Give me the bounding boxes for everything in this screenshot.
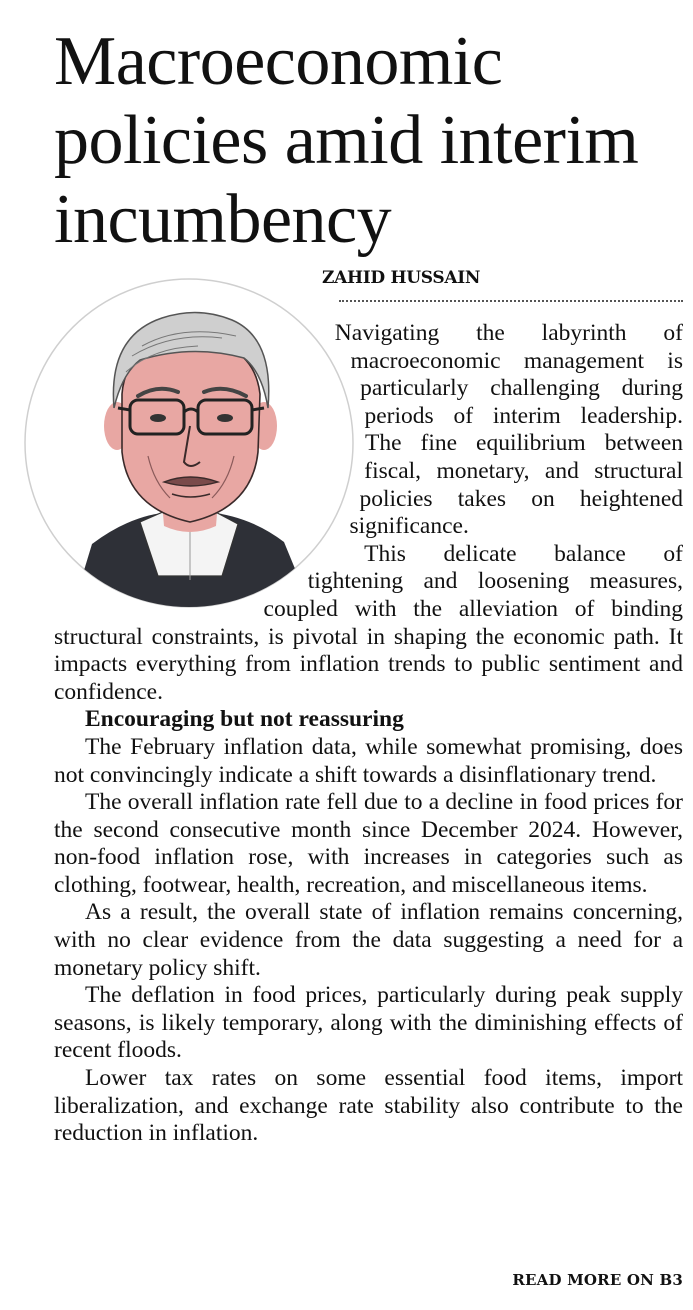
byline: ZAHID HUSSAIN [322, 268, 481, 288]
subheading: Encouraging but not reassuring [85, 706, 404, 733]
read-more-link[interactable]: READ MORE ON B3 [512, 1271, 683, 1289]
paragraph: The February inflation data, while somewhat promising, does not convincingly indicate a shift towards a disinflationary trend. [54, 733, 683, 788]
paragraph: As a result, the overall state of inflation remains concerning, with no clear evidence from the data suggesting a need for a monetary policy shift. [54, 899, 683, 981]
paragraph: Lower tax rates on some essential food items, import liberalization, and exchange rate stability also contribute to the reduction in inflation. [54, 1065, 683, 1147]
article-body [54, 320, 683, 1148]
paragraph: The deflation in food prices, particularly during peak supply seasons, is likely temporary, along with the diminishing effects of recent floods. [54, 982, 683, 1064]
paragraph: Navigating the labyrinth of macroeconomic management is particularly challenging during periods of interim leadership. The fine equilibrium between fiscal, monetary, and structural policies takes on heightened significance. [334, 320, 683, 540]
paragraph: This delicate balance of tightening and loosening measures, coupled with the alleviation of binding structural constraints, is pivotal in shaping the economic path. It impacts everything from inflation trends to public sentiment and confidence. [54, 540, 683, 705]
byline-dotted-rule [339, 300, 683, 302]
paragraph: The overall inflation rate fell due to a decline in food prices for the second consecutive month since December 2024. However, non-food inflation rose, with increases in categories such as clothing, footwear, health, recreation, and miscellaneous items. [54, 789, 683, 898]
headline: Macroeconomic policies amid interim incumbency [54, 23, 639, 258]
